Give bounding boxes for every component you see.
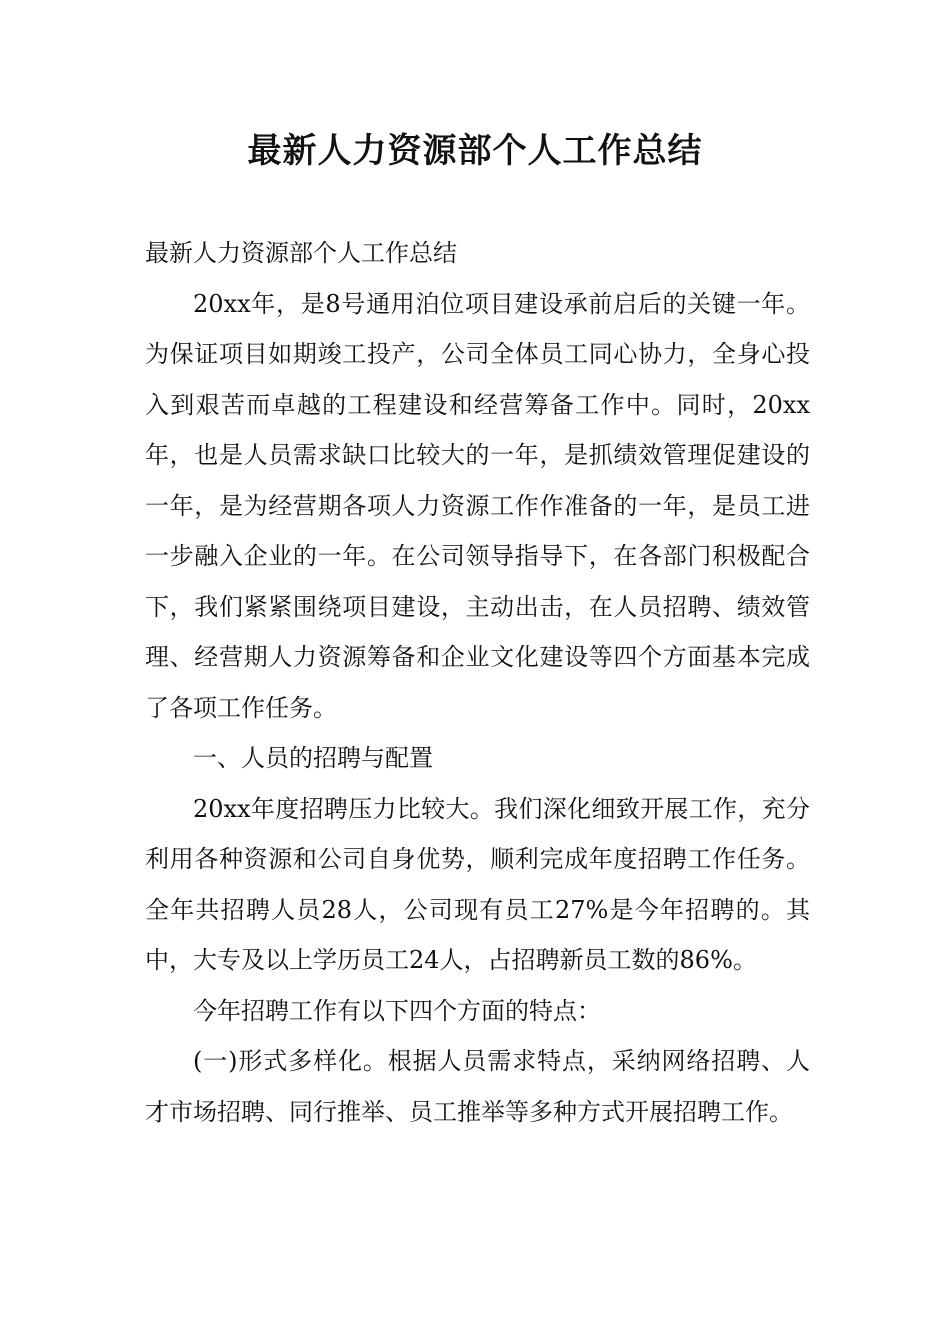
paragraph-recruitment-summary: 20xx年度招聘压力比较大。我们深化细致开展工作，充分利用各种资源和公司自身优势，顺利完成年度招聘工作任务。全年共招聘人员28人，公司现有员工27%是今年招聘的。其中，大专及以上学历员工24人，占招聘新员工数的86%。: [145, 794, 810, 974]
paragraph-feature-1: (一)形式多样化。根据人员需求特点，采纳网络招聘、人才市场招聘、同行推举、员工推举等多种方式开展招聘工作。: [145, 1047, 810, 1126]
paragraph-features-intro: 今年招聘工作有以下四个方面的特点：: [193, 996, 601, 1025]
document-body: [145, 228, 810, 1137]
paragraph-intro: 20xx年，是8号通用泊位项目建设承前启后的关键一年。为保证项目如期竣工投产，公司全体员工同心协力，全身心投入到艰苦而卓越的工程建设和经营筹备工作中。同时，20xx年，也是人员需求缺口比较大的一年，是抓绩效管理促建设的一年，是为经营期各项人力资源工作作准备的一年，是员工进一步融入企业的一年。在公司领导指导下，在各部门积极配合下，我们紧紧围绕项目建设，主动出击，在人员招聘、绩效管理、经营期人力资源筹备和企业文化建设等四个方面基本完成了各项工作任务。: [145, 289, 810, 722]
page-title: 最新人力资源部个人工作总结: [247, 131, 703, 171]
section-heading-recruitment: 一、人员的招聘与配置: [193, 744, 433, 772]
paragraph-subtitle: 最新人力资源部个人工作总结: [145, 239, 457, 267]
